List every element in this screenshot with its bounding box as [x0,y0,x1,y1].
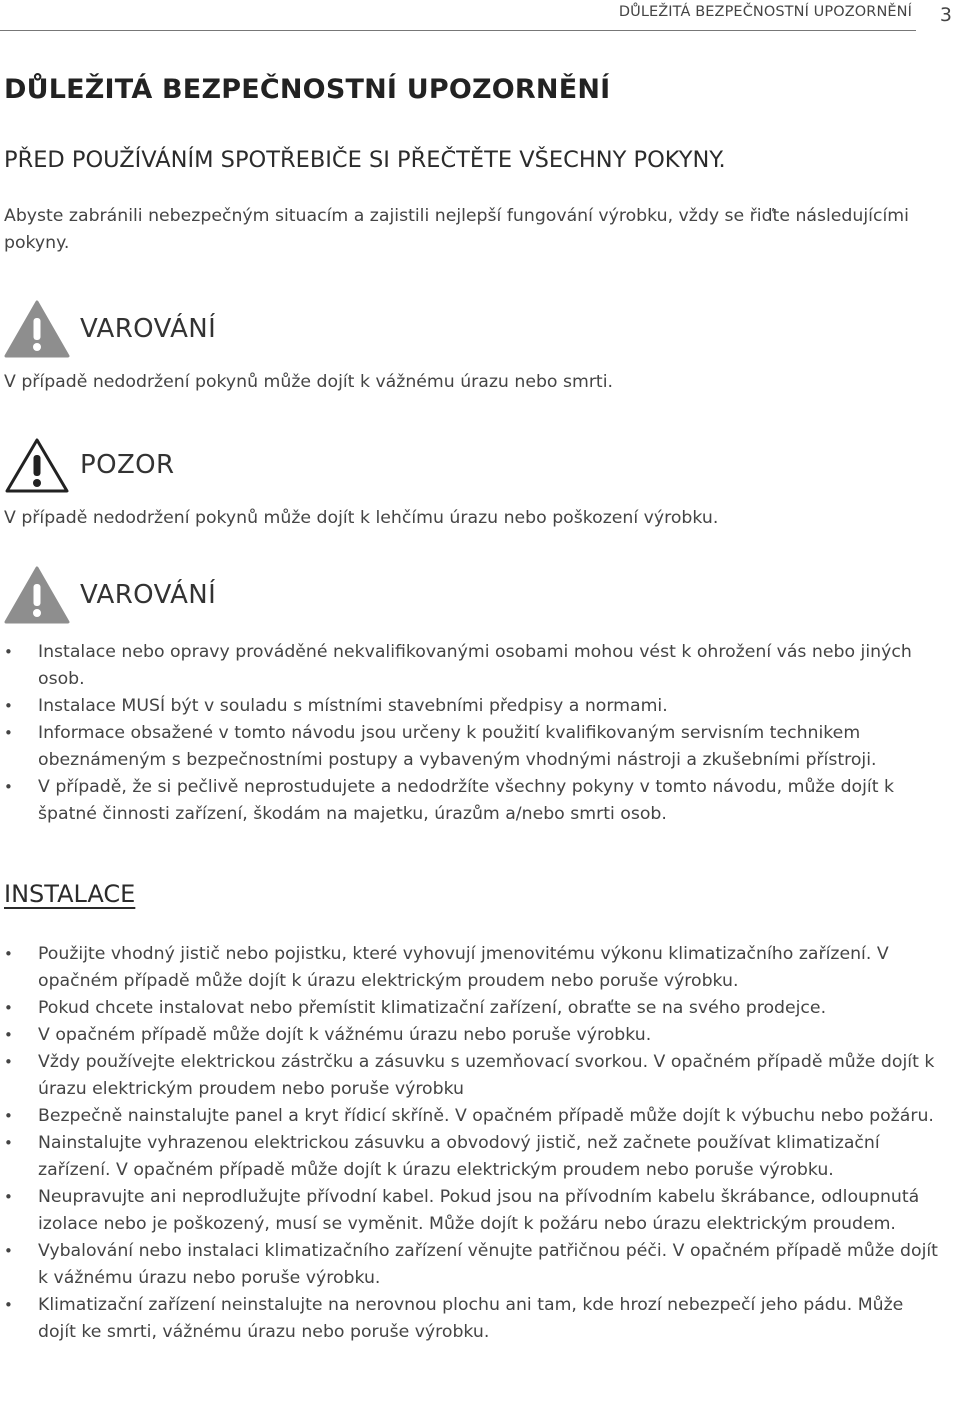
page-header [0,0,960,32]
warning-triangle-icon [4,566,70,624]
list-item: • Vybalování nebo instalaci klimatizačního zařízení věnujte patřičnou péči. V opačném případě může dojít k vážnému úrazu nebo poruše výrobku. [4,1238,946,1292]
list-item: • Nainstalujte vyhrazenou elektrickou zásuvku a obvodový jistič, než začnete používat klimatizační zařízení. V opačném případě může dojít k úrazu elektrickým proudem nebo poruše výrobku. [4,1130,946,1184]
installation-heading: INSTALACE [4,880,136,908]
warning-section-header [4,566,216,624]
caution-label: POZOR [80,450,175,480]
list-item: • Instalace nebo opravy prováděné nekvalifikovanými osobami mohou vést k ohrožení vás nebo jiných osob. [4,639,946,693]
page-number: 3 [939,4,952,26]
list-item: • Použijte vhodný jistič nebo pojistku, které vyhovují jmenovitému výkonu klimatizačního zařízení. V opačném případě může dojít k úrazu elektrickým proudem nebo poruše výrobku. [4,941,946,995]
caution-triangle-icon [4,436,70,494]
list-item: • Bezpečně nainstalujte panel a kryt řídicí skříně. V opačném případě může dojít k výbuchu nebo požáru. [4,1103,946,1130]
warning-triangle-icon [4,300,70,358]
installation-list [4,941,946,1346]
header-title: DŮLEŽITÁ BEZPEČNOSTNÍ UPOZORNĚNÍ [618,4,912,20]
page-subtitle: PŘED POUŽÍVÁNÍM SPOTŘEBIČE SI PŘEČTĚTE VŠECHNY POKYNY. [4,147,726,173]
caution-text: V případě nedodržení pokynů může dojít k lehčímu úrazu nebo poškození výrobku. [4,508,719,528]
warning-text: V případě nedodržení pokynů může dojít k vážnému úrazu nebo smrti. [4,372,614,392]
header-divider [0,30,916,31]
warning-label: VAROVÁNÍ [80,314,217,344]
warning-notice [4,300,613,392]
list-item: • V opačném případě může dojít k vážnému úrazu nebo poruše výrobku. [4,1022,946,1049]
warning-section-label: VAROVÁNÍ [80,580,217,610]
list-item: • Pokud chcete instalovat nebo přemístit klimatizační zařízení, obraťte se na svého prodejce. [4,995,946,1022]
list-item: • Informace obsažené v tomto návodu jsou určeny k použití kvalifikovaným servisním technikem obeznámeným s bezpečnostními postupy a vybaveným vhodnými nástroji a zkušebními přístroji. [4,720,946,774]
page-title: DŮLEŽITÁ BEZPEČNOSTNÍ UPOZORNĚNÍ [4,74,611,105]
list-item: • V případě, že si pečlivě neprostudujete a nedodržíte všechny pokyny v tomto návodu, může dojít k špatné činnosti zařízení, škodám na majetku, úrazům a/nebo smrti osob. [4,774,946,828]
list-item: • Klimatizační zařízení neinstalujte na nerovnou plochu ani tam, kde hrozí nebezpečí jeho pádu. Může dojít ke smrti, vážnému úrazu nebo poruše výrobku. [4,1292,946,1346]
list-item: • Vždy používejte elektrickou zástrčku a zásuvku s uzemňovací svorkou. V opačném případě může dojít k úrazu elektrickým proudem nebo poruše výrobku [4,1049,946,1103]
list-item: • Instalace MUSÍ být v souladu s místními stavebními předpisy a normami. [4,693,946,720]
list-item: • Neupravujte ani neprodlužujte přívodní kabel. Pokud jsou na přívodním kabelu škrábance, odloupnutá izolace nebo je poškozený, musí se vyměnit. Může dojít k požáru nebo úrazu elektrickým proudem. [4,1184,946,1238]
warning-list [4,639,946,828]
intro-paragraph: Abyste zabránili nebezpečným situacím a zajistili nejlepší fungování výrobku, vždy se řiďte následujícími pokyny. [4,206,909,253]
caution-notice [4,436,718,528]
